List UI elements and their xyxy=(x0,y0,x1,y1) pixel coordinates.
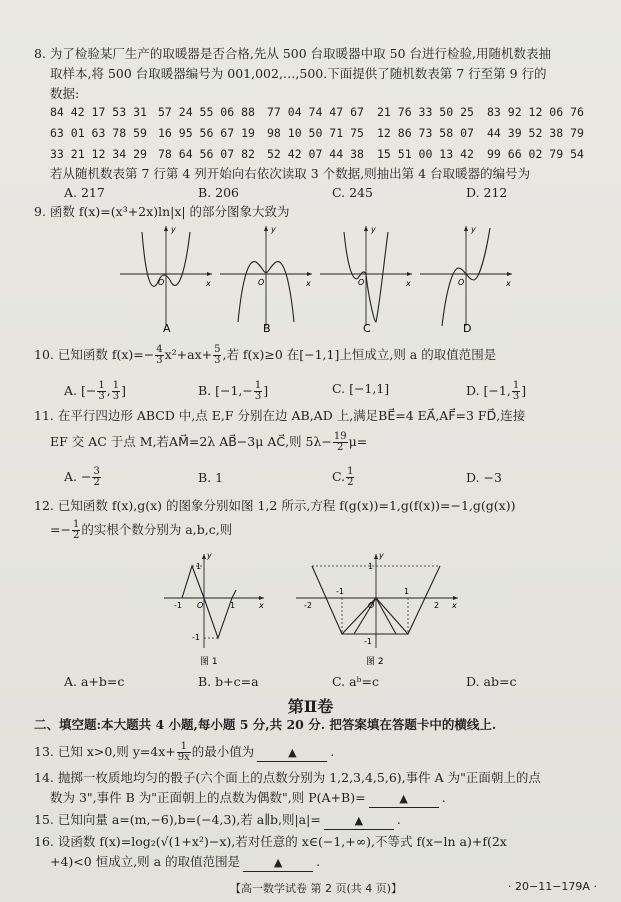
svg-text:O: O xyxy=(197,601,204,610)
svg-text:-1: -1 xyxy=(174,601,182,610)
svg-text:1: 1 xyxy=(368,562,374,571)
graph-a xyxy=(120,225,212,326)
figure-2-caption: 图 2 xyxy=(366,657,384,667)
table-cell: 78 64 56 07 82 xyxy=(158,147,255,161)
figure-2 xyxy=(292,550,462,670)
q8-line4: 若从随机数表第 7 行第 4 列开始向右依次读取 3 个数据,则抽出第 4 台取暖器的编号为 xyxy=(50,166,531,181)
svg-text:O: O xyxy=(368,601,375,610)
q10-text: ,若 f(x)≥0 在[−1,1]上恒成立,则 a 的取值范围是 xyxy=(222,347,497,362)
graph-a-label: A xyxy=(163,322,171,334)
svg-text:x: x xyxy=(452,601,457,610)
table-cell: 21 76 33 50 25 xyxy=(377,105,474,119)
q11-option-c: C. $\frac{1}{2}$ xyxy=(332,466,354,488)
q12-option-b: B. b+c=a xyxy=(198,674,259,689)
section-title: 第Ⅱ卷 xyxy=(287,697,334,716)
svg-text:y: y xyxy=(171,225,176,234)
graph-d xyxy=(420,225,512,326)
svg-text:-1: -1 xyxy=(364,637,372,646)
q16-line2: +4)<0 恒成立,则 a 的取值范围是 ▲ . xyxy=(50,854,320,872)
q11-option-d: D. −3 xyxy=(466,470,502,485)
svg-text:x: x xyxy=(259,601,264,610)
q10-stem xyxy=(34,345,496,366)
table-cell: 33 21 12 34 29 xyxy=(50,147,147,161)
fraction: $\frac{5}{3}$ xyxy=(214,344,221,366)
q10-option-a: A. [− $\frac{1}{3}$ , $\frac{1}{3}$ ] xyxy=(64,380,126,402)
graph-d-label: D xyxy=(463,322,472,334)
q11-option-a: A. − $\frac{3}{2}$ xyxy=(64,466,100,488)
answer-blank: ▲ xyxy=(243,854,313,872)
q12-line2: =− $\frac{1}{2}$ 的实根个数分别为 a,b,c,则 xyxy=(50,519,233,541)
q8-line1: 8. 为了检验某厂生产的取暖器是否合格,先从 500 台取暖器中取 50 台进行检验,用随机数表抽 xyxy=(34,46,552,61)
svg-text:x: x xyxy=(406,279,411,288)
table-cell: 98 10 50 71 75 xyxy=(267,126,364,140)
figure-1 xyxy=(160,550,270,670)
table-cell: 44 39 52 38 79 xyxy=(487,126,584,140)
svg-text:-2: -2 xyxy=(304,601,312,610)
q8-line2: 取样本,将 500 台取暖器编号为 001,002,…,500.下面提供了随机数表第 7 行至第 9 行的 xyxy=(50,66,547,81)
q9-graphs xyxy=(118,222,518,334)
graph-c xyxy=(320,225,412,326)
q12-line1: 12. 已知函数 f(x),g(x) 的图象分别如图 1,2 所示,方程 f(g(x))=1,g(f(x))=−1,g(g(x)) xyxy=(34,498,516,513)
q11-option-b: B. 1 xyxy=(198,470,224,485)
q10-option-b: B. [−1,− $\frac{1}{3}$ ] xyxy=(198,380,269,402)
q10-option-c: C. [−1,1] xyxy=(332,381,390,396)
table-cell: 84 42 17 53 31 xyxy=(50,105,147,119)
q8-option-c: C. 245 xyxy=(332,185,373,200)
table-cell: 83 92 12 06 76 xyxy=(487,105,584,119)
svg-text:-1: -1 xyxy=(336,587,344,596)
svg-text:y: y xyxy=(471,225,476,234)
svg-text:y: y xyxy=(271,225,276,234)
figure-1-caption: 图 1 xyxy=(200,657,218,667)
svg-text:y: y xyxy=(371,225,376,234)
answer-blank: ▲ xyxy=(369,790,439,808)
table-cell: 52 42 07 44 38 xyxy=(267,147,364,161)
fraction: $\frac{4}{3}$ xyxy=(156,344,163,366)
q12-option-a: A. a+b=c xyxy=(64,674,125,689)
q9-stem: 9. 函数 f(x)=(x³+2x)ln|x| 的部分图象大致为 xyxy=(34,204,290,219)
svg-text:2: 2 xyxy=(434,601,440,610)
q14-line2: 数为 3",事件 B 为"正面朝上的点数为偶数",则 P(A+B)= ▲ . xyxy=(50,790,446,808)
svg-text:O: O xyxy=(358,278,365,287)
svg-text:-1: -1 xyxy=(192,633,200,642)
answer-blank: ▲ xyxy=(324,812,394,830)
svg-text:x: x xyxy=(506,279,511,288)
graph-b xyxy=(220,225,312,326)
table-cell: 77 04 74 47 67 xyxy=(267,105,364,119)
svg-text:1: 1 xyxy=(196,562,202,571)
page-footer: 【高一数学试卷 第 2 页(共 4 页)】 xyxy=(230,882,403,895)
q10-option-d: D. [−1, $\frac{1}{3}$ ] xyxy=(466,380,527,402)
svg-text:y: y xyxy=(379,551,384,560)
q15-stem: 15. 已知向量 a=(m,−6),b=(−4,3),若 a∥b,则|a|= ▲ . xyxy=(34,812,401,830)
section-instructions: 二、填空题:本大题共 4 小题,每小题 5 分,共 20 分. 把答案填在答题卡中的横线上. xyxy=(34,717,497,732)
table-cell: 57 24 55 06 88 xyxy=(158,105,255,119)
q8-option-b: B. 206 xyxy=(198,185,239,200)
paper-code: · 20−11−179A · xyxy=(508,880,597,893)
answer-blank: ▲ xyxy=(257,744,327,762)
q16-line1: 16. 设函数 f(x)=log₂(√(1+x²)−x),若对任意的 x∈(−1,+∞),不等式 f(x−ln a)+f(2x xyxy=(34,834,507,849)
table-cell: 16 95 56 67 19 xyxy=(158,126,255,140)
table-cell: 99 66 02 79 54 xyxy=(487,147,584,161)
q11-line2: EF 交 AC 于点 M,若AM⃗=2λ AB⃗−3μ AC⃗,则 5λ− $\frac{19}{2}$ μ= xyxy=(50,431,368,453)
svg-text:O: O xyxy=(458,278,465,287)
svg-text:O: O xyxy=(258,278,265,287)
q12-option-c: C. aᵇ=c xyxy=(332,674,379,689)
q8-option-d: D. 212 xyxy=(466,185,508,200)
table-cell: 15 51 00 13 42 xyxy=(377,147,474,161)
graph-c-label: C xyxy=(363,322,371,334)
svg-text:1: 1 xyxy=(404,587,410,596)
q8-option-a: A. 217 xyxy=(64,185,105,200)
q10-text: x²+ax+ xyxy=(164,347,213,362)
svg-text:x: x xyxy=(206,279,211,288)
q12-option-d: D. ab=c xyxy=(466,674,517,689)
graph-b-label: B xyxy=(263,322,271,334)
q14-line1: 14. 抛掷一枚质地均匀的骰子(六个面上的点数分别为 1,2,3,4,5,6),事件 A 为"正面朝上的点 xyxy=(34,770,541,785)
svg-text:x: x xyxy=(306,279,311,288)
svg-text:1: 1 xyxy=(230,601,236,610)
q13-stem: 13. 已知 x>0,则 y=4x+ $\frac{1}{9x}$ 的最小值为 ▲ . xyxy=(34,741,335,763)
q8-line3: 数据: xyxy=(50,86,80,101)
q10-text: 10. 已知函数 f(x)=− xyxy=(34,347,155,362)
svg-text:y: y xyxy=(207,551,212,560)
table-cell: 12 86 73 58 07 xyxy=(377,126,474,140)
table-cell: 63 01 63 78 59 xyxy=(50,126,147,140)
q11-line1: 11. 在平行四边形 ABCD 中,点 E,F 分别在边 AB,AD 上,满足BE⃗=4 EA⃗,AF⃗=3 FD⃗,连接 xyxy=(34,408,526,423)
svg-text:O: O xyxy=(158,278,165,287)
